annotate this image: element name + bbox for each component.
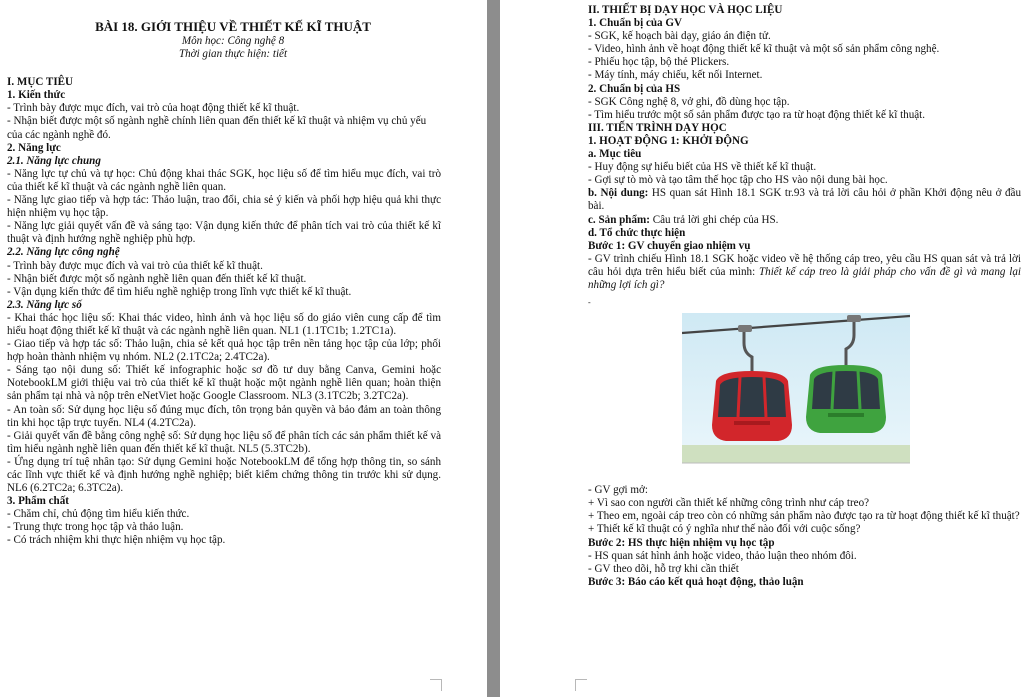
step1-question: Thiết kế cáp treo là giải pháp cho vấn đề gì và mang lại những lợi ích gì? [588,265,1021,291]
section-process-heading: III. TIẾN TRÌNH DẠY HỌC [588,121,727,134]
cable-car-figure [682,313,910,483]
tech-competence-item: - Nhận biết được một số ngành nghề liên quan đến thiết kế kĩ thuật. [7,272,307,285]
goal-item: - Gợi sự tò mò và tạo tâm thế học tập cho HS vào nội dung bài học. [588,174,888,187]
hint-item: + Vì sao con người cần thiết kế những công trình như cáp treo? [588,497,870,510]
activity1-heading: 1. HOẠT ĐỘNG 1: KHỞI ĐỘNG [588,134,749,147]
digital-competence-heading: 2.3. Năng lực số [7,298,82,311]
document-page-right [500,0,1032,697]
teacher-prep-heading: 1. Chuẩn bị của GV [588,17,683,30]
content-paragraph [588,187,1021,213]
red-car-pulley [738,325,752,332]
digital-competence-item: - Sáng tạo nội dung số: Thiết kế infographic hoặc sơ đồ tư duy bằng Canva, Gemini hoặc NotebookLM giới thiệu vai trò của thiết kế kĩ thuật hoặc một ngành nghề liên quan; hoàn thiện sản phẩm tại nhà và nộp trên eNetViet hoặc Google Classroom. NL3 (3.1TC2b; 3.2TC2a). [7,364,441,403]
list-dot: - [588,298,591,308]
document-page-left [0,0,487,697]
step3-heading: Bước 3: Báo cáo kết quả hoạt động, thảo luận [588,575,804,588]
organization-heading: d. Tổ chức thực hiện [588,226,686,239]
content-text: HS quan sát Hình 18.1 SGK tr.93 và trả lời câu hỏi ở phần Khởi động nêu ở đầu bài. [588,187,1022,213]
cable-car-illustration [682,313,910,483]
tech-competence-heading: 2.2. Năng lực công nghệ [7,246,120,259]
digital-competence-item: - Giao tiếp và hợp tác số: Thảo luận, chia sẻ kết quả học tập trên nền tảng học tập của lớp; phối hợp hoàn thành nhiệm vụ nhóm. NL2 (2.1TC2a; 2.4TC2a). [7,338,441,364]
page-left-content [7,19,441,548]
step2-item: - GV theo dõi, hỗ trợ khi cần thiết [588,562,739,575]
general-competence-item: - Năng lực giao tiếp và hợp tác: Thảo luận, trao đổi, chia sẻ ý kiến và phối hợp hiệu quả khi thực hiện nhiệm vụ học tập. [7,194,441,220]
page-gap [487,0,500,697]
step1-paragraph [588,253,1021,292]
product-label: c. Sản phẩm: [588,213,650,226]
page-margin-mark [430,679,442,691]
hint-item: + Thiết kế kĩ thuật có ý nghĩa như thế nào đối với cuộc sống? [588,523,861,536]
digital-competence-item: - Ứng dụng trí tuệ nhân tạo: Sử dụng Gemini hoặc NotebookLM để tổng hợp thông tin, so sánh các lĩnh vực thiết kế và định hướng nghề nghiệp; biết kiểm chứng thông tin trước khi sử dụng. NL6 (6.2TC2a; 6.3TC2a). [7,455,441,495]
digital-competence-item: - Khai thác học liệu số: Khai thác video, hình ảnh và học liệu số do giáo viên cung cấp để tìm hiểu hoạt động thiết kế kĩ thuật và các ngành nghề liên quan. NL1 (1.1TC1b; 1.2TC1a). [7,311,441,337]
section-equipment-heading: II. THIẾT BỊ DẠY HỌC VÀ HỌC LIỆU [588,4,783,16]
green-car-pulley [847,315,861,322]
digital-competence-item: - Giải quyết vấn đề bằng công nghệ số: Sử dụng học liệu số để phân tích các sản phẩm thiết kế và tìm hiểu ngành nghề liên quan đến thiết kế kĩ thuật. NL5 (5.3TC2b). [7,429,441,455]
quality-item: - Trung thực trong học tập và thảo luận. [7,521,184,534]
competence-heading: 2. Năng lực [7,141,61,154]
quality-item: - Có trách nhiệm khi thực hiện nhiệm vụ học tập. [7,534,226,547]
quality-heading: 3. Phẩm chất [7,495,69,508]
goal-item: - Huy động sự hiểu biết của HS về thiết kế kĩ thuật. [588,161,817,174]
page-right-content [588,4,1021,589]
hint-item: + Theo em, ngoài cáp treo còn có những sản phẩm nào được tạo ra từ hoạt động thiết kế kĩ thuật? [588,510,1020,523]
general-competence-item: - Năng lực giải quyết vấn đề và sáng tạo: Vận dụng kiến thức để phân tích vai trò của thiết kế kĩ thuật và định hướng nghề nghiệp phù hợp. [7,220,441,246]
step2-item: - HS quan sát hình ảnh hoặc video, thảo luận theo nhóm đôi. [588,549,857,562]
knowledge-item: - Nhận biết được một số ngành nghề chính liên quan đến thiết kế kĩ thuật và nhiệm vụ chủ yếu của các ngành nghề đó. [7,115,427,141]
red-cable-car [712,371,792,441]
teacher-prep-item: - SGK, kế hoạch bài dạy, giáo án điện tử. [588,30,771,43]
content-label: b. Nội dung: [588,187,649,200]
general-competence-heading: 2.1. Năng lực chung [7,154,101,167]
section-objectives-heading: I. MỤC TIÊU [7,76,74,89]
step1-heading: Bước 1: GV chuyển giao nhiệm vụ [588,239,751,252]
general-competence-item: - Năng lực tự chủ và tự học: Chủ động khai thác SGK, học liệu số để tìm hiểu mục đích, vai trò của thiết kế kĩ thuật và các ngành nghề liên quan. [7,167,441,193]
tech-competence-item: - Vận dụng kiến thức để tìm hiểu nghề nghiệp trong lĩnh vực thiết kế kĩ thuật. [7,285,352,298]
hints-heading: - GV gợi mở: [588,484,648,497]
goal-heading: a. Mục tiêu [588,148,642,161]
page-margin-mark [575,679,587,691]
subject-line: Môn học: Công nghệ 8 [181,35,285,47]
lesson-title: BÀI 18. GIỚI THIỆU VỀ THIẾT KẾ KĨ THUẬT [95,19,371,34]
knowledge-heading: 1. Kiến thức [7,89,66,102]
green-cable-car [806,365,886,433]
duration-line: Thời gian thực hiện: tiết [178,48,288,61]
tech-competence-item: - Trình bày được mục đích và vai trò của thiết kế kĩ thuật. [7,259,263,272]
student-prep-heading: 2. Chuẩn bị của HS [588,82,681,95]
product-paragraph [588,214,1021,227]
knowledge-item: - Trình bày được mục đích, vai trò của hoạt động thiết kế kĩ thuật. [7,102,300,115]
student-prep-item: - SGK Công nghệ 8, vở ghi, đồ dùng học tập. [588,95,790,108]
quality-item: - Chăm chỉ, chủ động tìm hiểu kiến thức. [7,508,190,521]
step1-text: - GV trình chiếu Hình 18.1 SGK hoặc video về hệ thống cáp treo, yêu cầu HS quan sát và trả lời câu hỏi dựa trên hiểu biết của mình: [588,252,1021,278]
teacher-prep-item: - Phiếu học tập, bộ thẻ Plickers. [588,56,730,69]
teacher-prep-item: - Máy tính, máy chiếu, kết nối Internet. [588,69,763,82]
step2-heading: Bước 2: HS thực hiện nhiệm vụ học tập [588,536,775,549]
digital-competence-item: - An toàn số: Sử dụng học liệu số đúng mục đích, tôn trọng bản quyền và bảo đảm an toàn thông tin khi học tập trực tuyến. NL4 (4.2TC2a). [7,403,441,429]
student-prep-item: - Tìm hiểu trước một số sản phẩm được tạo ra từ hoạt động thiết kế kĩ thuật. [588,108,926,121]
teacher-prep-item: - Video, hình ảnh về hoạt động thiết kế kĩ thuật và một số sản phẩm công nghệ. [588,43,940,56]
product-text: Câu trả lời ghi chép của HS. [649,213,779,226]
ground [682,445,910,463]
